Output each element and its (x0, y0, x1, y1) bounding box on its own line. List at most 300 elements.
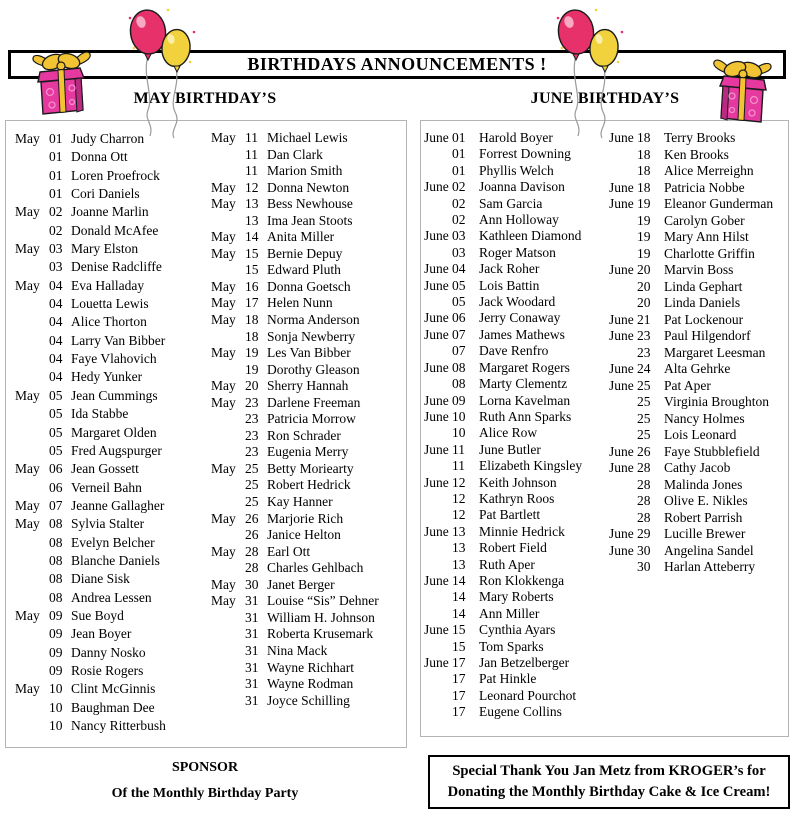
month-label (424, 294, 452, 310)
person-name: Robert Field (479, 540, 547, 556)
person-name: Virginia Broughton (664, 394, 770, 409)
birthday-row (211, 329, 379, 346)
month-label (15, 699, 49, 717)
day-number: 02 (452, 212, 466, 228)
birthday-row (211, 444, 379, 461)
person-name: Forrest Downing (479, 146, 571, 162)
day-number: 08 (452, 359, 466, 375)
birthday-row (424, 557, 582, 573)
month-label: June (609, 179, 634, 195)
birthday-row (211, 295, 379, 312)
sponsor-subtitle: Of the Monthly Birthday Party (111, 786, 299, 801)
may-column-2 (211, 130, 379, 709)
month-label (15, 167, 49, 185)
birthday-row (211, 262, 379, 279)
person-name: Patricia Nobbe (664, 179, 745, 195)
birthday-row (15, 515, 166, 533)
day-number: 19 (245, 345, 259, 361)
day-number: 19 (637, 196, 651, 211)
birthday-row (211, 461, 379, 478)
person-name: June Butler (479, 441, 541, 457)
birthday-row (15, 717, 166, 735)
birthday-row (424, 442, 582, 458)
day-number: 23 (245, 427, 259, 443)
month-label (424, 163, 452, 179)
person-name: Charlotte Griffin (664, 245, 755, 261)
birthday-row (609, 510, 773, 527)
day-number: 19 (637, 245, 651, 261)
month-label (424, 704, 452, 720)
person-name: Alice Merreighn (664, 163, 754, 178)
day-number: 01 (49, 167, 63, 183)
month-label: May (211, 278, 236, 294)
kroger-thank-you-box (428, 755, 790, 809)
sponsor-title: SPONSOR (171, 760, 239, 775)
person-name: Ron Schrader (267, 427, 341, 443)
month-label (211, 147, 245, 164)
birthday-row (424, 475, 582, 491)
day-number: 18 (245, 328, 259, 344)
day-number: 13 (452, 556, 466, 572)
month-label: May (15, 681, 40, 697)
month-label (211, 477, 245, 494)
day-number: 09 (452, 392, 466, 408)
month-label (424, 671, 452, 687)
person-name: Clint McGinnis (71, 681, 156, 697)
person-name: Jerry Conaway (479, 310, 561, 326)
day-number: 15 (452, 638, 466, 654)
birthday-row (609, 345, 773, 362)
day-number: 10 (49, 718, 63, 733)
birthday-row (424, 393, 582, 409)
day-number: 12 (245, 179, 259, 195)
person-name: Linda Gephart (664, 278, 743, 294)
month-label (424, 688, 452, 704)
month-label (15, 625, 49, 643)
day-number: 24 (637, 361, 651, 376)
day-number: 26 (245, 510, 259, 526)
month-label: June (609, 311, 634, 327)
person-name: Mary Ann Hilst (664, 229, 749, 244)
day-number: 13 (452, 540, 466, 556)
birthday-row (424, 573, 582, 589)
birthday-row (15, 662, 166, 680)
person-name: Jean Boyer (71, 626, 132, 642)
birthday-row (424, 261, 582, 277)
month-label: June (424, 655, 449, 670)
person-name: Darlene Freeman (267, 394, 361, 410)
person-name: Dan Clark (267, 146, 323, 162)
day-number: 11 (245, 163, 258, 179)
birthday-row (609, 295, 773, 312)
birthday-row (424, 622, 582, 638)
month-label (424, 212, 452, 228)
month-label (15, 479, 49, 497)
person-name: James Mathews (479, 326, 565, 342)
day-number: 02 (452, 179, 466, 195)
may-heading: MAY BIRTHDAY’S (133, 90, 277, 107)
day-number: 10 (452, 425, 466, 441)
day-number: 12 (452, 474, 466, 490)
birthday-row (424, 507, 582, 523)
person-name: Mary Elston (71, 241, 139, 257)
thanks-line-2: Donating the Monthly Birthday Cake & Ice Cream! (447, 784, 771, 800)
day-number: 07 (452, 326, 466, 342)
person-name: Ron Klokkenga (479, 572, 565, 588)
month-label (609, 510, 637, 527)
day-number: 05 (452, 277, 466, 293)
person-name: Dave Renfro (479, 343, 549, 359)
person-name: Jack Roher (479, 261, 540, 277)
person-name: Patricia Morrow (267, 411, 356, 427)
day-number: 14 (452, 605, 466, 621)
day-number: 11 (452, 441, 465, 457)
person-name: Linda Daniels (664, 295, 741, 310)
birthday-row (211, 610, 379, 627)
month-label (15, 662, 49, 680)
person-name: Ima Jean Stoots (267, 212, 353, 228)
gift-icon (28, 42, 94, 116)
june-heading: JUNE BIRTHDAY’S (530, 90, 680, 107)
birthday-row (15, 479, 166, 497)
birthday-row (211, 362, 379, 379)
may-birthday-list (5, 120, 407, 748)
person-name: Andrea Lessen (71, 589, 152, 605)
day-number: 01 (49, 149, 63, 165)
person-name: Jean Cummings (71, 387, 158, 403)
person-name: Michael Lewis (267, 130, 348, 145)
person-name: Margaret Olden (71, 424, 157, 440)
birthday-row (424, 639, 582, 655)
birthday-row (15, 258, 166, 276)
birthday-row (424, 245, 582, 261)
day-number: 31 (245, 692, 259, 708)
month-label (424, 639, 452, 655)
month-label: June (424, 359, 449, 375)
birthday-row (15, 277, 166, 295)
birthday-row (424, 179, 582, 195)
person-name: Louise “Sis” Dehner (267, 593, 379, 609)
month-label (15, 442, 49, 460)
person-name: Pat Bartlett (479, 507, 541, 523)
day-number: 05 (49, 442, 63, 458)
birthday-row (609, 559, 773, 576)
month-label (424, 606, 452, 622)
month-label (211, 444, 245, 461)
day-number: 01 (452, 130, 466, 145)
person-name: Kathleen Diamond (479, 228, 582, 244)
month-label (424, 491, 452, 507)
month-label: June (609, 328, 634, 343)
birthday-row (609, 526, 773, 543)
person-name: Lucille Brewer (664, 526, 746, 541)
birthday-row (211, 593, 379, 610)
day-number: 23 (637, 328, 651, 343)
month-label (15, 222, 49, 240)
day-number: 20 (637, 278, 651, 294)
person-name: Ken Brooks (664, 146, 729, 162)
person-name: Minnie Hedrick (479, 523, 565, 539)
birthday-row (211, 494, 379, 511)
birthday-row (211, 411, 379, 428)
month-label: June (424, 261, 449, 277)
person-name: Baughman Dee (71, 699, 155, 715)
month-label: June (424, 474, 449, 490)
person-name: Alice Row (479, 425, 538, 441)
month-label (424, 507, 452, 523)
day-number: 11 (452, 458, 465, 474)
birthday-row (15, 442, 166, 460)
person-name: Sherry Hannah (267, 378, 349, 394)
month-label (424, 540, 452, 556)
person-name: Louetta Lewis (71, 296, 149, 312)
month-label: May (211, 245, 236, 261)
month-label (609, 229, 637, 246)
month-label (211, 693, 245, 710)
person-name: Judy Charron (71, 131, 145, 146)
birthday-row (211, 130, 379, 147)
person-name: Margaret Rogers (479, 359, 570, 375)
month-label (15, 258, 49, 276)
person-name: Joanne Marlin (71, 204, 149, 220)
birthday-row (609, 477, 773, 494)
day-number: 31 (245, 593, 259, 609)
person-name: Denise Radcliffe (71, 259, 162, 275)
month-label (15, 313, 49, 331)
person-name: Jan Betzelberger (479, 655, 570, 670)
person-name: Faye Stubblefield (664, 443, 760, 459)
birthday-row (609, 130, 773, 147)
birthday-row (609, 147, 773, 164)
day-number: 17 (452, 655, 466, 670)
month-label (15, 570, 49, 588)
day-number: 29 (637, 526, 651, 541)
day-number: 10 (452, 408, 466, 424)
month-label (15, 350, 49, 368)
person-name: Alice Thorton (71, 314, 147, 330)
day-number: 04 (49, 277, 63, 293)
person-name: Marion Smith (267, 163, 343, 179)
month-label: May (211, 510, 236, 526)
day-number: 25 (637, 377, 651, 393)
person-name: Robert Hedrick (267, 477, 351, 493)
birthday-row (15, 222, 166, 240)
person-name: Eugene Collins (479, 704, 562, 720)
birthday-row (211, 643, 379, 660)
day-number: 23 (245, 411, 259, 427)
birthday-row (609, 312, 773, 329)
person-name: Rosie Rogers (71, 662, 144, 678)
month-label: June (609, 460, 634, 475)
person-name: Margaret Leesman (664, 344, 766, 360)
day-number: 13 (452, 523, 466, 539)
person-name: Diane Sisk (71, 571, 130, 587)
month-label (424, 196, 452, 212)
day-number: 08 (49, 552, 63, 568)
birthday-row (609, 246, 773, 263)
birthday-row (424, 327, 582, 343)
day-number: 31 (245, 609, 259, 625)
day-number: 02 (49, 222, 63, 238)
day-number: 30 (245, 576, 259, 592)
person-name: Harlan Atteberry (664, 559, 756, 574)
month-label: June (424, 130, 449, 145)
day-number: 25 (637, 394, 651, 409)
day-number: 28 (245, 543, 259, 559)
month-label (424, 425, 452, 441)
day-number: 04 (49, 332, 63, 348)
day-number: 28 (245, 560, 259, 576)
month-label: May (15, 241, 40, 257)
month-label: May (211, 394, 236, 410)
person-name: Faye Vlahovich (71, 351, 157, 367)
birthday-row (609, 460, 773, 477)
person-name: Donna Newton (267, 179, 350, 195)
month-label (424, 146, 452, 162)
day-number: 09 (49, 644, 63, 660)
day-number: 14 (245, 229, 259, 245)
day-number: 19 (637, 229, 651, 244)
day-number: 19 (245, 361, 259, 377)
day-number: 11 (245, 146, 258, 162)
month-label (609, 213, 637, 230)
person-name: Joanna Davison (479, 179, 565, 195)
birthday-row (609, 427, 773, 444)
birthday-row (211, 395, 379, 412)
birthday-row (15, 203, 166, 221)
birthday-row (609, 361, 773, 378)
person-name: Earl Ott (267, 543, 311, 559)
birthday-row (424, 343, 582, 359)
month-label (15, 589, 49, 607)
day-number: 13 (245, 212, 259, 228)
person-name: Malinda Jones (664, 476, 743, 492)
day-number: 31 (245, 676, 259, 692)
birthday-row (15, 497, 166, 515)
person-name: Sylvia Stalter (71, 516, 145, 532)
day-number: 25 (245, 494, 259, 510)
month-label: May (211, 378, 236, 394)
day-number: 21 (637, 311, 651, 327)
person-name: Blanche Daniels (71, 552, 160, 568)
month-label (609, 411, 637, 428)
month-label: May (15, 131, 40, 146)
june-birthday-list (420, 120, 789, 737)
birthday-row (424, 196, 582, 212)
birthday-row (424, 212, 582, 228)
day-number: 31 (245, 642, 259, 658)
day-number: 17 (452, 687, 466, 703)
day-number: 08 (452, 376, 466, 392)
day-number: 25 (637, 427, 651, 442)
birthday-row (15, 350, 166, 368)
birthday-row (15, 332, 166, 350)
day-number: 17 (245, 295, 259, 311)
month-label: May (211, 345, 236, 361)
birthday-row (609, 229, 773, 246)
birthday-row (211, 577, 379, 594)
day-number: 04 (49, 369, 63, 385)
day-number: 23 (637, 344, 651, 360)
birthday-row (424, 360, 582, 376)
day-number: 23 (245, 394, 259, 410)
birthday-row (211, 312, 379, 329)
day-number: 25 (245, 477, 259, 493)
day-number: 15 (452, 622, 466, 638)
birthday-row (609, 213, 773, 230)
person-name: Phyllis Welch (479, 162, 554, 178)
person-name: Loren Proefrock (71, 167, 160, 183)
birthday-row (424, 146, 582, 162)
person-name: Ann Miller (479, 605, 540, 621)
birthday-row (15, 368, 166, 386)
month-label (15, 424, 49, 442)
day-number: 15 (245, 245, 259, 261)
person-name: Joyce Schilling (267, 692, 350, 708)
month-label: June (424, 228, 449, 244)
person-name: Jeanne Gallagher (71, 497, 165, 513)
birthday-row (15, 534, 166, 552)
month-label (15, 552, 49, 570)
birthday-row (211, 693, 379, 710)
birthday-row (15, 424, 166, 442)
birthday-row (211, 676, 379, 693)
day-number: 31 (245, 626, 259, 642)
birthday-row (15, 405, 166, 423)
thanks-line-1: Special Thank You Jan Metz from KROGER’s for (452, 762, 766, 779)
person-name: Carolyn Gober (664, 212, 745, 228)
month-label: May (15, 607, 40, 623)
day-number: 28 (637, 476, 651, 492)
day-number: 01 (49, 186, 63, 202)
day-number: 05 (49, 406, 63, 422)
person-name: Larry Van Bibber (71, 332, 166, 348)
day-number: 14 (452, 589, 466, 605)
month-label (15, 368, 49, 386)
person-name: Fred Augspurger (71, 442, 162, 458)
birthday-row (424, 655, 582, 671)
month-label (424, 458, 452, 474)
day-number: 03 (49, 241, 63, 257)
day-number: 23 (245, 444, 259, 460)
day-number: 06 (49, 461, 63, 477)
birthday-row (15, 185, 166, 203)
day-number: 05 (452, 294, 466, 310)
month-label (15, 405, 49, 423)
birthday-row (424, 589, 582, 605)
day-number: 12 (452, 490, 466, 506)
month-label (609, 493, 637, 510)
birthday-row (609, 493, 773, 510)
person-name: Cynthia Ayars (479, 622, 556, 638)
month-label (15, 332, 49, 350)
person-name: Sam Garcia (479, 195, 543, 211)
birthday-row (609, 196, 773, 213)
day-number: 08 (49, 571, 63, 587)
birthday-row (424, 163, 582, 179)
birthday-row (211, 213, 379, 230)
month-label: May (15, 204, 40, 220)
month-label: May (211, 229, 236, 245)
month-label (424, 376, 452, 392)
person-name: Eva Halladay (71, 277, 145, 293)
person-name: Evelyn Belcher (71, 534, 155, 550)
month-label (609, 163, 637, 180)
person-name: Terry Brooks (664, 130, 736, 145)
birthday-row (15, 607, 166, 625)
birthday-row (424, 278, 582, 294)
day-number: 02 (452, 195, 466, 211)
